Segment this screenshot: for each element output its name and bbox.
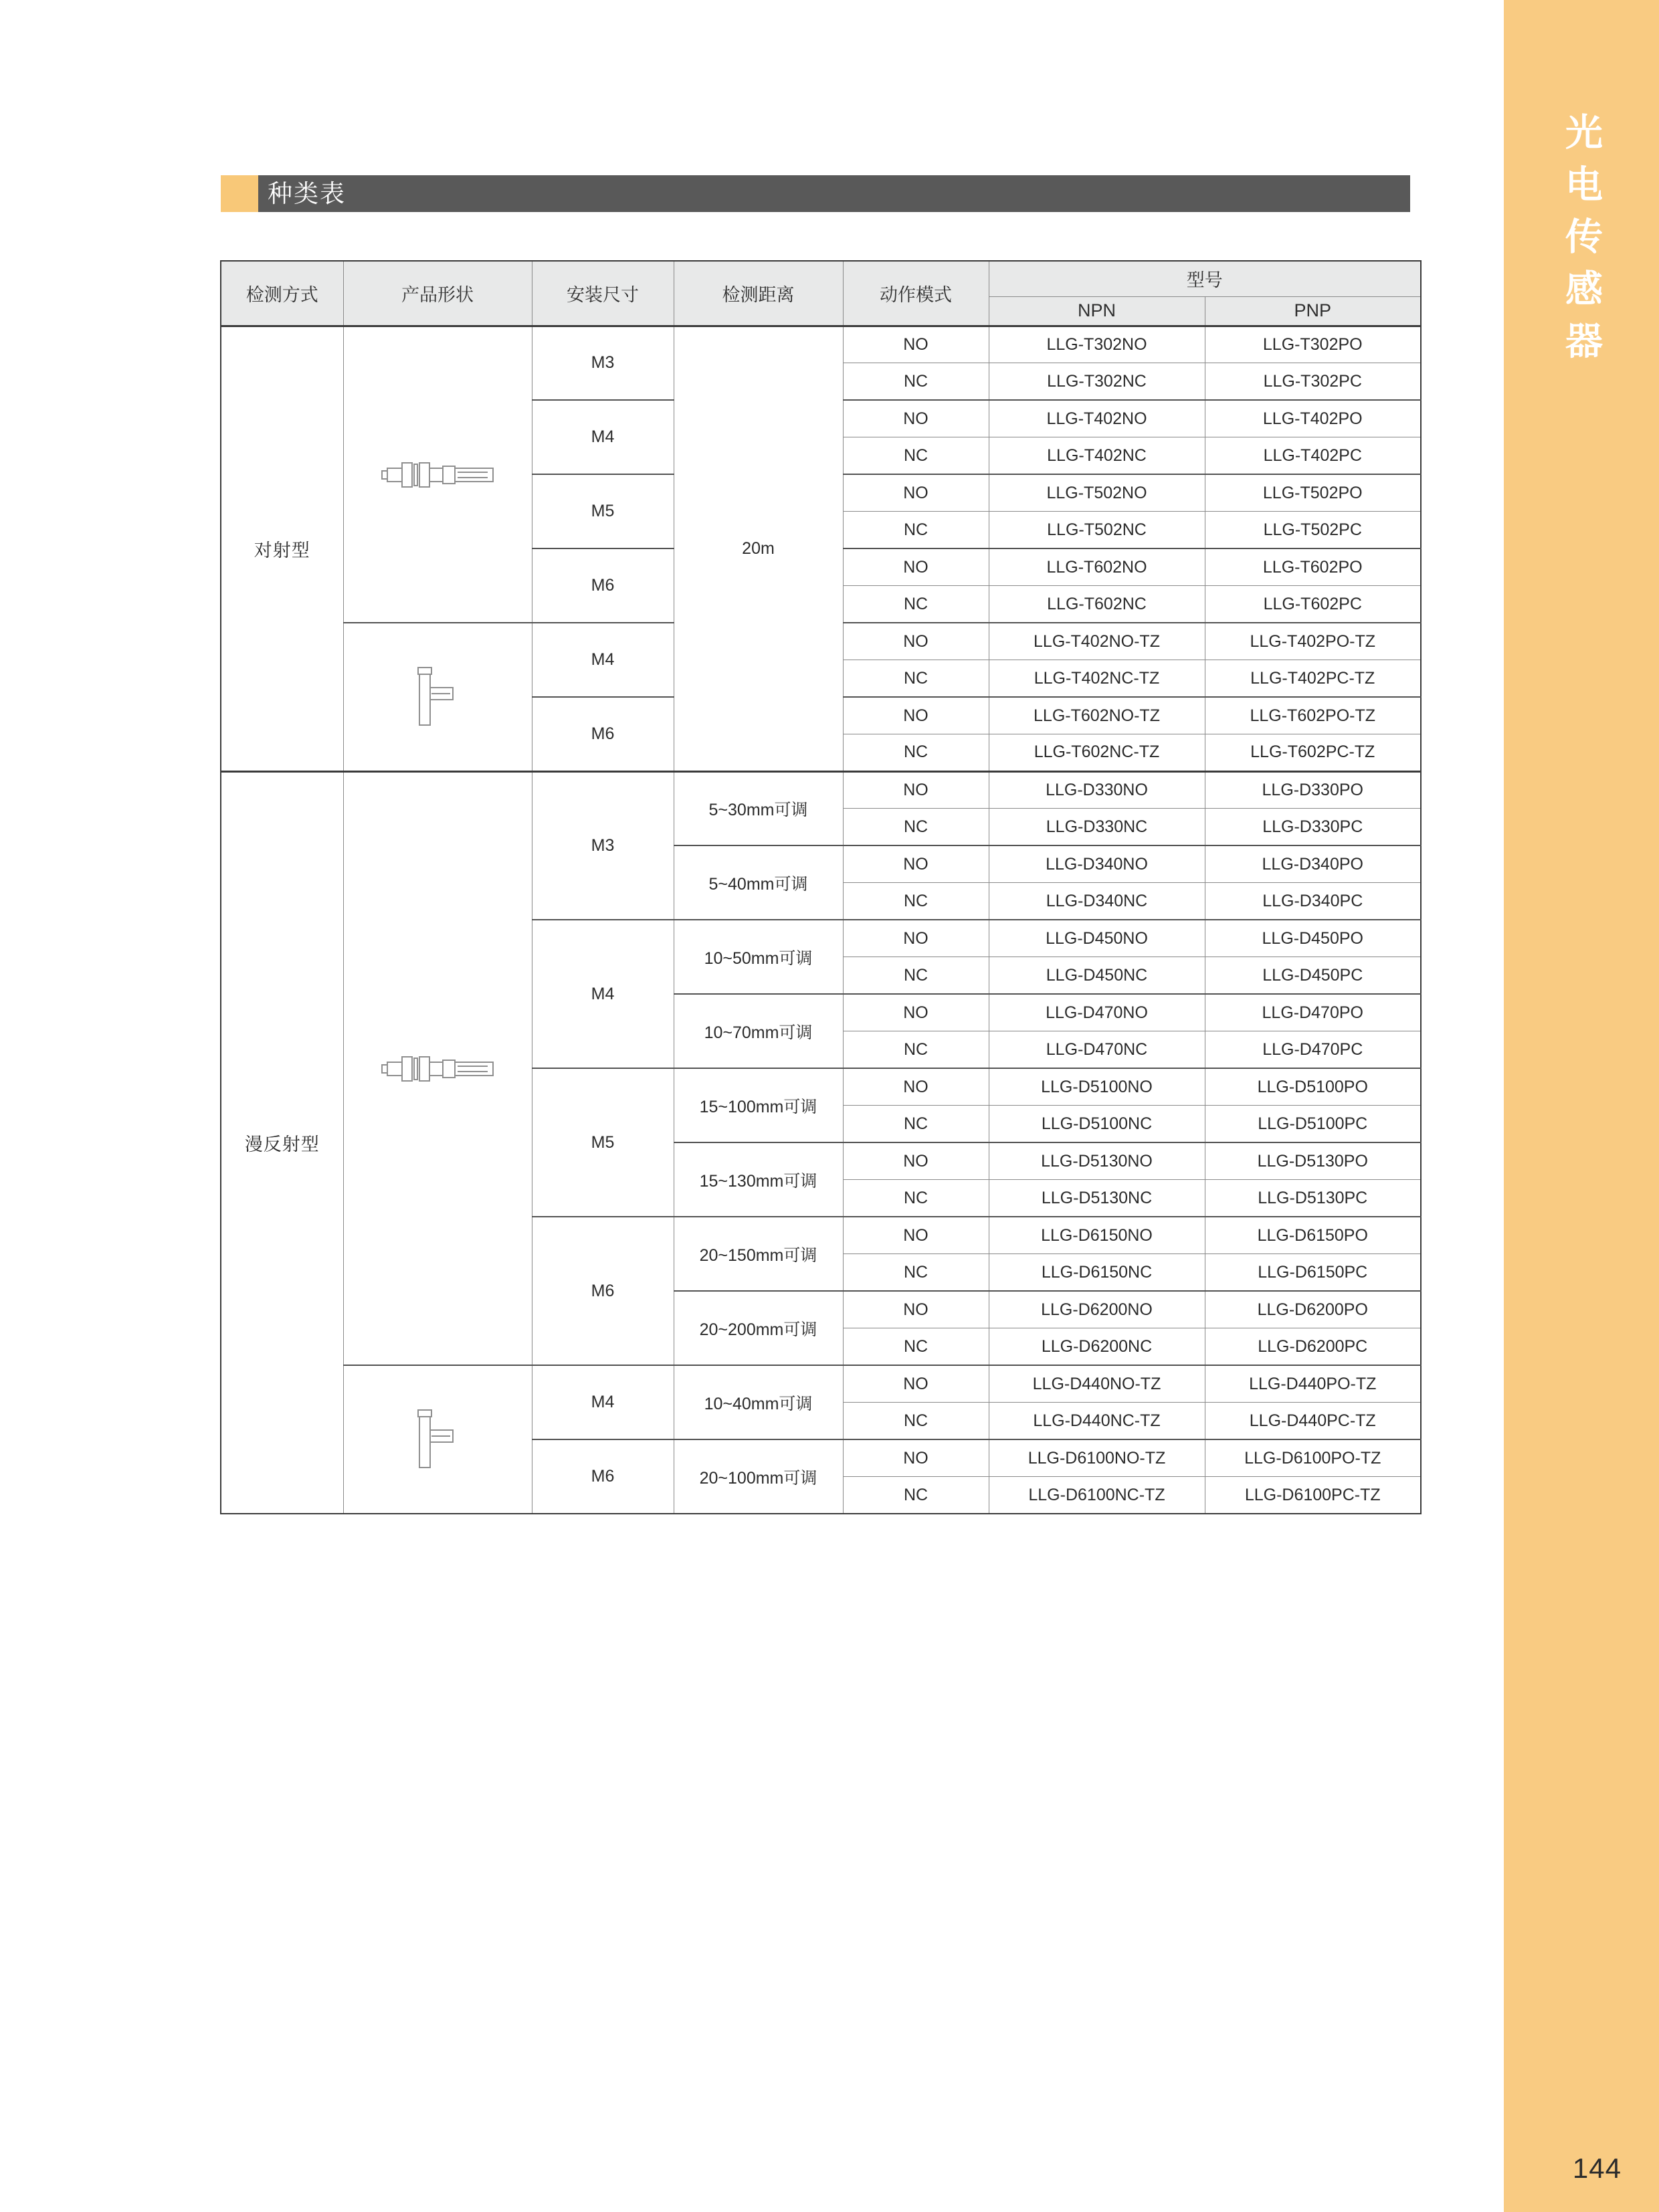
shape-cell <box>343 771 532 1365</box>
right-angle-sensor-drawing <box>415 666 460 728</box>
mode-cell: NC <box>843 883 989 920</box>
pnp-model-cell: LLG-T402PC-TZ <box>1205 660 1421 698</box>
mode-cell: NO <box>843 1142 989 1180</box>
pnp-model-cell: LLG-D6150PO <box>1205 1217 1421 1254</box>
pnp-model-cell: LLG-D450PC <box>1205 957 1421 995</box>
npn-model-cell: LLG-D450NO <box>989 920 1205 957</box>
pnp-model-cell: LLG-D440PC-TZ <box>1205 1403 1421 1440</box>
pnp-model-cell: LLG-T602PC-TZ <box>1205 734 1421 772</box>
mode-cell: NC <box>843 586 989 623</box>
npn-model-cell: LLG-D6100NO-TZ <box>989 1439 1205 1477</box>
mode-cell: NO <box>843 771 989 809</box>
pnp-model-cell: LLG-D470PC <box>1205 1031 1421 1069</box>
mode-cell: NO <box>843 1217 989 1254</box>
pnp-model-cell: LLG-D330PO <box>1205 771 1421 809</box>
mode-cell: NO <box>843 623 989 660</box>
mode-cell: NC <box>843 437 989 475</box>
mode-cell: NO <box>843 1068 989 1106</box>
size-cell: M5 <box>532 1068 674 1217</box>
header-npn: NPN <box>989 296 1205 326</box>
npn-model-cell: LLG-T402NO <box>989 400 1205 437</box>
header-detection-distance: 检测距离 <box>674 261 843 326</box>
section-title: 种类表 <box>268 180 346 207</box>
npn-model-cell: LLG-T402NC-TZ <box>989 660 1205 698</box>
pnp-model-cell: LLG-T602PC <box>1205 586 1421 623</box>
npn-model-cell: LLG-T302NC <box>989 363 1205 401</box>
npn-model-cell: LLG-T602NC-TZ <box>989 734 1205 772</box>
size-cell: M6 <box>532 1217 674 1365</box>
size-cell: M4 <box>532 400 674 474</box>
mode-cell: NO <box>843 548 989 586</box>
npn-model-cell: LLG-T602NO-TZ <box>989 697 1205 734</box>
header-detection-method: 检测方式 <box>221 261 343 326</box>
mode-cell: NO <box>843 474 989 512</box>
mode-cell: NO <box>843 920 989 957</box>
pnp-model-cell: LLG-D440PO-TZ <box>1205 1365 1421 1403</box>
pnp-model-cell: LLG-T402PC <box>1205 437 1421 475</box>
page-number: 144 <box>1572 2152 1622 2184</box>
npn-model-cell: LLG-D5100NC <box>989 1106 1205 1143</box>
table-header-row <box>221 261 1421 296</box>
npn-model-cell: LLG-D5130NC <box>989 1180 1205 1217</box>
mode-cell: NC <box>843 957 989 995</box>
size-cell: M3 <box>532 326 674 400</box>
pnp-model-cell: LLG-D340PO <box>1205 845 1421 883</box>
npn-model-cell: LLG-D330NO <box>989 771 1205 809</box>
distance-cell: 10~70mm可调 <box>674 994 843 1068</box>
pnp-model-cell: LLG-D450PO <box>1205 920 1421 957</box>
mode-cell: NO <box>843 1365 989 1403</box>
npn-model-cell: LLG-T502NC <box>989 512 1205 549</box>
pnp-model-cell: LLG-T402PO <box>1205 400 1421 437</box>
mode-cell: NO <box>843 845 989 883</box>
inline-sensor-drawing <box>381 1054 494 1082</box>
npn-model-cell: LLG-T402NO-TZ <box>989 623 1205 660</box>
sidebar-category-title: 光电传感器 <box>1561 112 1603 373</box>
pnp-model-cell: LLG-D6100PC-TZ <box>1205 1477 1421 1514</box>
npn-model-cell: LLG-D5130NO <box>989 1142 1205 1180</box>
header-mounting-size: 安装尺寸 <box>532 261 674 326</box>
npn-model-cell: LLG-D330NC <box>989 809 1205 846</box>
npn-model-cell: LLG-D440NC-TZ <box>989 1403 1205 1440</box>
npn-model-cell: LLG-T402NC <box>989 437 1205 475</box>
pnp-model-cell: LLG-D5130PC <box>1205 1180 1421 1217</box>
npn-model-cell: LLG-D6150NO <box>989 1217 1205 1254</box>
table-row <box>221 326 1421 363</box>
distance-cell: 15~100mm可调 <box>674 1068 843 1142</box>
distance-cell: 15~130mm可调 <box>674 1142 843 1217</box>
pnp-model-cell: LLG-T402PO-TZ <box>1205 623 1421 660</box>
pnp-model-cell: LLG-D340PC <box>1205 883 1421 920</box>
npn-model-cell: LLG-D440NO-TZ <box>989 1365 1205 1403</box>
npn-model-cell: LLG-D6200NC <box>989 1328 1205 1366</box>
pnp-model-cell: LLG-T302PC <box>1205 363 1421 401</box>
mode-cell: NO <box>843 1439 989 1477</box>
mode-cell: NO <box>843 1291 989 1328</box>
npn-model-cell: LLG-D6150NC <box>989 1254 1205 1292</box>
mode-cell: NC <box>843 1031 989 1069</box>
npn-model-cell: LLG-D6200NO <box>989 1291 1205 1328</box>
mode-cell: NC <box>843 1106 989 1143</box>
distance-cell: 20m <box>674 326 843 771</box>
shape-cell <box>343 623 532 771</box>
size-cell: M4 <box>532 623 674 697</box>
table-row <box>221 771 1421 809</box>
mode-cell: NO <box>843 697 989 734</box>
title-strip <box>258 175 1410 212</box>
npn-model-cell: LLG-T602NC <box>989 586 1205 623</box>
npn-model-cell: LLG-D340NC <box>989 883 1205 920</box>
spec-table <box>220 260 1422 1514</box>
mode-cell: NC <box>843 1254 989 1292</box>
pnp-model-cell: LLG-T502PO <box>1205 474 1421 512</box>
table-row <box>221 1365 1421 1403</box>
npn-model-cell: LLG-D470NO <box>989 994 1205 1031</box>
pnp-model-cell: LLG-T502PC <box>1205 512 1421 549</box>
mode-cell: NO <box>843 994 989 1031</box>
method-cell: 漫反射型 <box>221 771 343 1514</box>
shape-cell <box>343 1365 532 1514</box>
size-cell: M5 <box>532 474 674 548</box>
pnp-model-cell: LLG-T302PO <box>1205 326 1421 363</box>
npn-model-cell: LLG-D470NC <box>989 1031 1205 1069</box>
mode-cell: NO <box>843 326 989 363</box>
size-cell: M3 <box>532 771 674 920</box>
distance-cell: 10~40mm可调 <box>674 1365 843 1439</box>
npn-model-cell: LLG-D6100NC-TZ <box>989 1477 1205 1514</box>
mode-cell: NC <box>843 512 989 549</box>
mode-cell: NO <box>843 400 989 437</box>
size-cell: M4 <box>532 1365 674 1439</box>
pnp-model-cell: LLG-D330PC <box>1205 809 1421 846</box>
title-accent-square <box>221 175 258 212</box>
pnp-model-cell: LLG-D5130PO <box>1205 1142 1421 1180</box>
mode-cell: NC <box>843 363 989 401</box>
header-product-shape: 产品形状 <box>343 261 532 326</box>
distance-cell: 10~50mm可调 <box>674 920 843 994</box>
npn-model-cell: LLG-T502NO <box>989 474 1205 512</box>
size-cell: M4 <box>532 920 674 1068</box>
npn-model-cell: LLG-D450NC <box>989 957 1205 995</box>
mode-cell: NC <box>843 1180 989 1217</box>
pnp-model-cell: LLG-D6100PO-TZ <box>1205 1439 1421 1477</box>
mode-cell: NC <box>843 1477 989 1514</box>
distance-cell: 20~200mm可调 <box>674 1291 843 1365</box>
pnp-model-cell: LLG-T602PO <box>1205 548 1421 586</box>
pnp-model-cell: LLG-D6150PC <box>1205 1254 1421 1292</box>
pnp-model-cell: LLG-D5100PC <box>1205 1106 1421 1143</box>
size-cell: M6 <box>532 697 674 771</box>
shape-cell <box>343 326 532 623</box>
npn-model-cell: LLG-T302NO <box>989 326 1205 363</box>
mode-cell: NC <box>843 1328 989 1366</box>
pnp-model-cell: LLG-D5100PO <box>1205 1068 1421 1106</box>
npn-model-cell: LLG-T602NO <box>989 548 1205 586</box>
size-cell: M6 <box>532 1439 674 1514</box>
sidebar <box>1504 0 1659 2212</box>
mode-cell: NC <box>843 734 989 772</box>
method-cell: 对射型 <box>221 326 343 771</box>
npn-model-cell: LLG-D5100NO <box>989 1068 1205 1106</box>
size-cell: M6 <box>532 548 674 623</box>
distance-cell: 5~40mm可调 <box>674 845 843 920</box>
header-pnp: PNP <box>1205 296 1421 326</box>
distance-cell: 20~100mm可调 <box>674 1439 843 1514</box>
mode-cell: NC <box>843 809 989 846</box>
right-angle-sensor-drawing <box>415 1409 460 1470</box>
distance-cell: 20~150mm可调 <box>674 1217 843 1291</box>
inline-sensor-drawing <box>381 460 494 488</box>
mode-cell: NC <box>843 660 989 698</box>
pnp-model-cell: LLG-D6200PO <box>1205 1291 1421 1328</box>
distance-cell: 5~30mm可调 <box>674 771 843 845</box>
header-model: 型号 <box>989 261 1421 296</box>
header-operation-mode: 动作模式 <box>843 261 989 326</box>
pnp-model-cell: LLG-D6200PC <box>1205 1328 1421 1366</box>
mode-cell: NC <box>843 1403 989 1440</box>
npn-model-cell: LLG-D340NO <box>989 845 1205 883</box>
pnp-model-cell: LLG-T602PO-TZ <box>1205 697 1421 734</box>
pnp-model-cell: LLG-D470PO <box>1205 994 1421 1031</box>
section-title-bar <box>221 175 1410 212</box>
